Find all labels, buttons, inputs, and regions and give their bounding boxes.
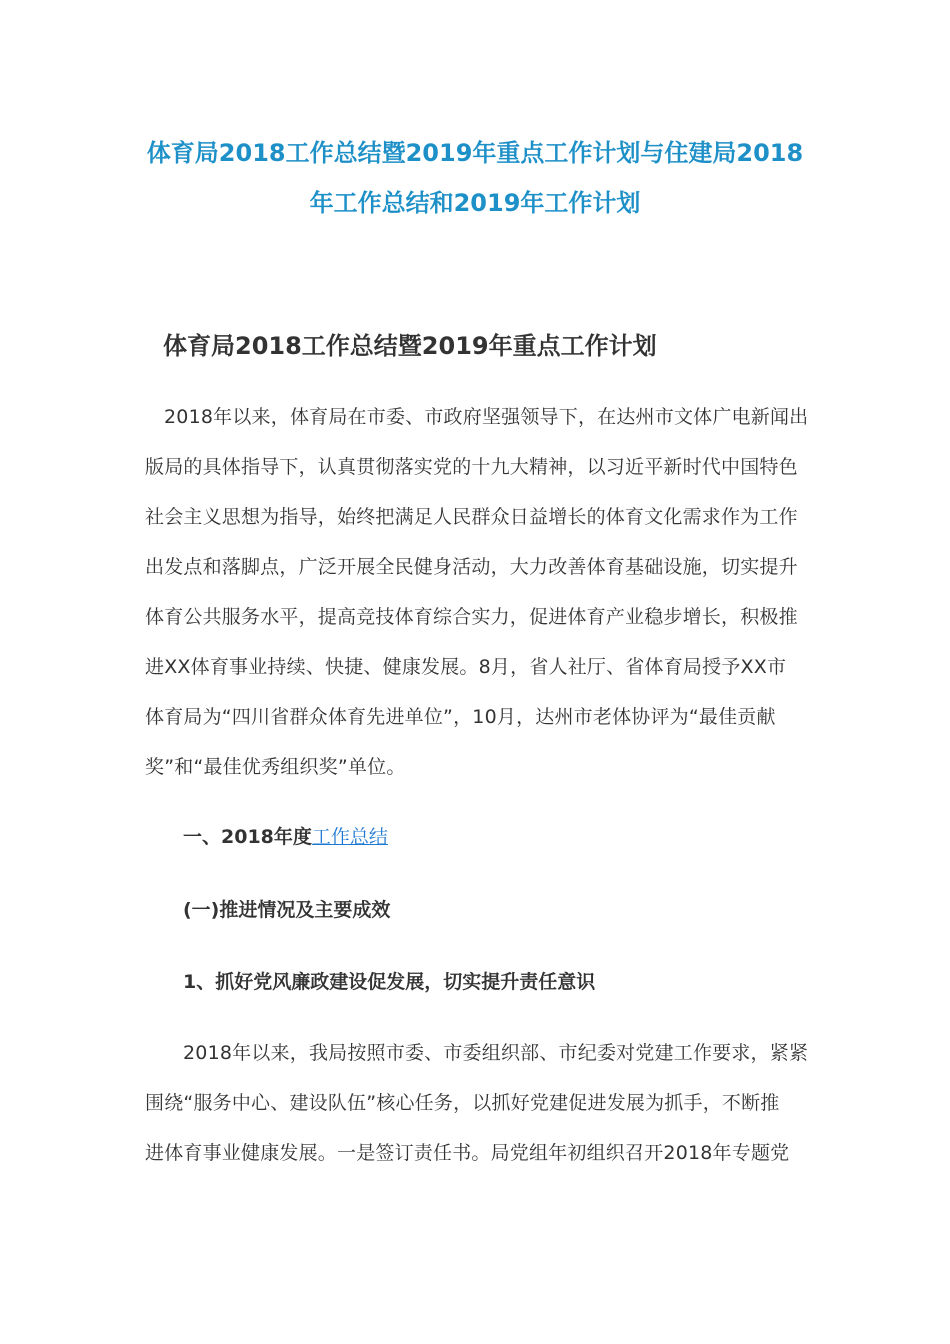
section-heading-prefix: 一、2018年度 [183, 826, 312, 848]
paragraph-line: 社会主义思想为指导，始终把满足人民群众日益增长的体育文化需求作为工作 [145, 506, 798, 528]
intro-paragraph [145, 392, 810, 792]
paragraph-line: 进XX体育事业持续、快捷、健康发展。8月，省人社厅、省体育局授予XX市 [145, 656, 787, 678]
paragraph-line: 围绕“服务中心、建设队伍”核心任务，以抓好党建促进发展为抓手，不断推 [145, 1092, 780, 1114]
paragraph-line: 2018年以来，体育局在市委、市政府坚强领导下，在达州市文体广电新闻出 [164, 406, 809, 428]
subsection-heading: (一)推进情况及主要成效 [183, 899, 391, 921]
document-title [120, 128, 830, 228]
work-summary-link[interactable]: 工作总结 [311, 826, 388, 848]
paragraph-line: 出发点和落脚点，广泛开展全民健身活动，大力改善体育基础设施，切实提升 [145, 556, 798, 578]
document-title-line-2: 年工作总结和2019年工作计划 [309, 189, 641, 217]
document-title-line-1: 体育局2018工作总结暨2019年重点工作计划与住建局2018 [146, 139, 804, 167]
paragraph-line: 体育公共服务水平，提高竞技体育综合实力，促进体育产业稳步增长，积极推 [145, 606, 798, 628]
party-building-paragraph [145, 1028, 810, 1178]
paragraph-line: 2018年以来，我局按照市委、市委组织部、市纪委对党建工作要求，紧紧 [183, 1042, 809, 1064]
section-subtitle: 体育局2018工作总结暨2019年重点工作计划 [163, 332, 657, 360]
paragraph-line: 体育局为“四川省群众体育先进单位”，10月，达州市老体协评为“最佳贡献 [145, 706, 776, 728]
item-heading-1: 1、抓好党风廉政建设促发展，切实提升责任意识 [183, 971, 596, 993]
paragraph-line: 版局的具体指导下，认真贯彻落实党的十九大精神，以习近平新时代中国特色 [145, 456, 798, 478]
section-heading-1 [183, 822, 388, 852]
paragraph-line: 奖”和“最佳优秀组织奖”单位。 [145, 756, 406, 778]
paragraph-line: 进体育事业健康发展。一是签订责任书。局党组年初组织召开2018年专题党 [145, 1142, 790, 1164]
